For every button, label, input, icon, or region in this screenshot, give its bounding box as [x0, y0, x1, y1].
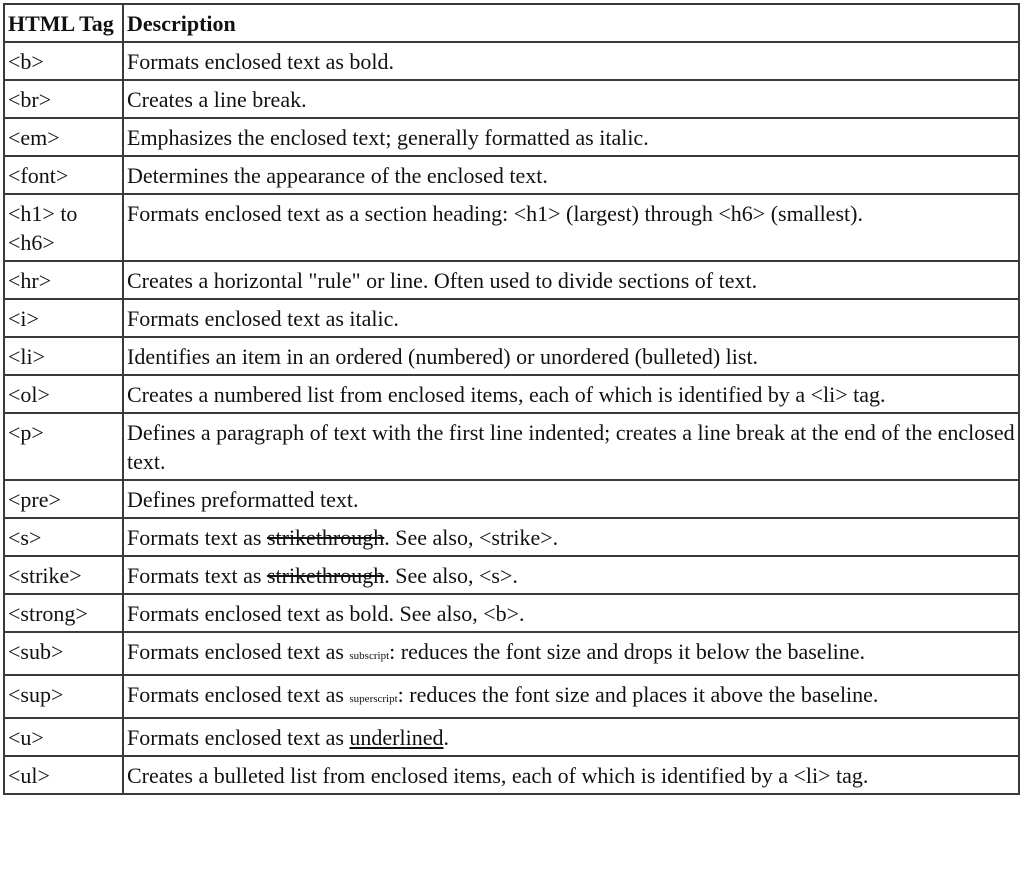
tag-cell: <ul>	[4, 756, 123, 794]
tag-cell: <strong>	[4, 594, 123, 632]
tag-cell: <hr>	[4, 261, 123, 299]
description-text: Formats enclosed text as	[127, 682, 350, 707]
superscript-sample: superscript	[349, 693, 398, 705]
description-cell: Creates a numbered list from enclosed items, each of which is identified by a <li> tag.	[123, 375, 1019, 413]
header-row	[4, 4, 1019, 42]
description-text: : reduces the font size and drops it below the baseline.	[389, 639, 866, 664]
table-row	[4, 261, 1019, 299]
tag-cell: <sub>	[4, 632, 123, 675]
tag-cell: <pre>	[4, 480, 123, 518]
table-row	[4, 413, 1019, 480]
tag-cell: <em>	[4, 118, 123, 156]
table-row	[4, 675, 1019, 718]
subscript-sample: subscript	[349, 650, 390, 662]
underlined-sample: underlined	[349, 725, 444, 750]
tag-cell: <u>	[4, 718, 123, 756]
table-row	[4, 480, 1019, 518]
table-row	[4, 594, 1019, 632]
description-cell: Determines the appearance of the enclosed text.	[123, 156, 1019, 194]
description-cell: Defines a paragraph of text with the first line indented; creates a line break at the end of the enclosed text.	[123, 413, 1019, 480]
table-row	[4, 42, 1019, 80]
description-text: Formats enclosed text as	[127, 639, 350, 664]
table-row	[4, 337, 1019, 375]
description-text: . See also, <strike>.	[384, 525, 559, 550]
description-cell	[123, 632, 1019, 675]
html-tags-table	[3, 3, 1020, 795]
description-cell: Formats enclosed text as bold.	[123, 42, 1019, 80]
description-cell	[123, 556, 1019, 594]
description-cell: Defines preformatted text.	[123, 480, 1019, 518]
description-text: Formats text as	[127, 525, 267, 550]
table-row	[4, 118, 1019, 156]
tag-cell: <ol>	[4, 375, 123, 413]
table-row	[4, 518, 1019, 556]
description-cell: Creates a line break.	[123, 80, 1019, 118]
table-row	[4, 156, 1019, 194]
description-text: .	[443, 725, 449, 750]
description-cell: Creates a bulleted list from enclosed items, each of which is identified by a <li> tag.	[123, 756, 1019, 794]
tag-cell: <i>	[4, 299, 123, 337]
description-cell	[123, 718, 1019, 756]
description-text: Formats text as	[127, 563, 267, 588]
table-row	[4, 194, 1019, 261]
description-cell: Identifies an item in an ordered (numbered) or unordered (bulleted) list.	[123, 337, 1019, 375]
description-cell	[123, 675, 1019, 718]
header-description: Description	[123, 4, 1019, 42]
description-cell: Creates a horizontal "rule" or line. Often used to divide sections of text.	[123, 261, 1019, 299]
table-row	[4, 718, 1019, 756]
tag-cell: <h1> to <h6>	[4, 194, 123, 261]
tag-cell: <sup>	[4, 675, 123, 718]
description-cell: Formats enclosed text as italic.	[123, 299, 1019, 337]
description-text: Formats enclosed text as	[127, 725, 350, 750]
description-cell: Formats enclosed text as a section heading: <h1> (largest) through <h6> (smallest).	[123, 194, 1019, 261]
tag-cell: <br>	[4, 80, 123, 118]
tag-cell: <li>	[4, 337, 123, 375]
description-cell: Emphasizes the enclosed text; generally formatted as italic.	[123, 118, 1019, 156]
description-text: . See also, <s>.	[384, 563, 518, 588]
tag-cell: <strike>	[4, 556, 123, 594]
table-row	[4, 375, 1019, 413]
table-row	[4, 632, 1019, 675]
tag-cell: <p>	[4, 413, 123, 480]
header-tag: HTML Tag	[4, 4, 123, 42]
tag-cell: <b>	[4, 42, 123, 80]
strikethrough-sample: strikethrough	[266, 563, 385, 588]
tag-cell: <s>	[4, 518, 123, 556]
table-row	[4, 756, 1019, 794]
description-text: : reduces the font size and places it above the baseline.	[397, 682, 879, 707]
description-cell	[123, 518, 1019, 556]
table-row	[4, 556, 1019, 594]
description-cell: Formats enclosed text as bold. See also, <b>.	[123, 594, 1019, 632]
strikethrough-sample: strikethrough	[266, 525, 385, 550]
tag-cell: <font>	[4, 156, 123, 194]
table-row	[4, 80, 1019, 118]
table-row	[4, 299, 1019, 337]
